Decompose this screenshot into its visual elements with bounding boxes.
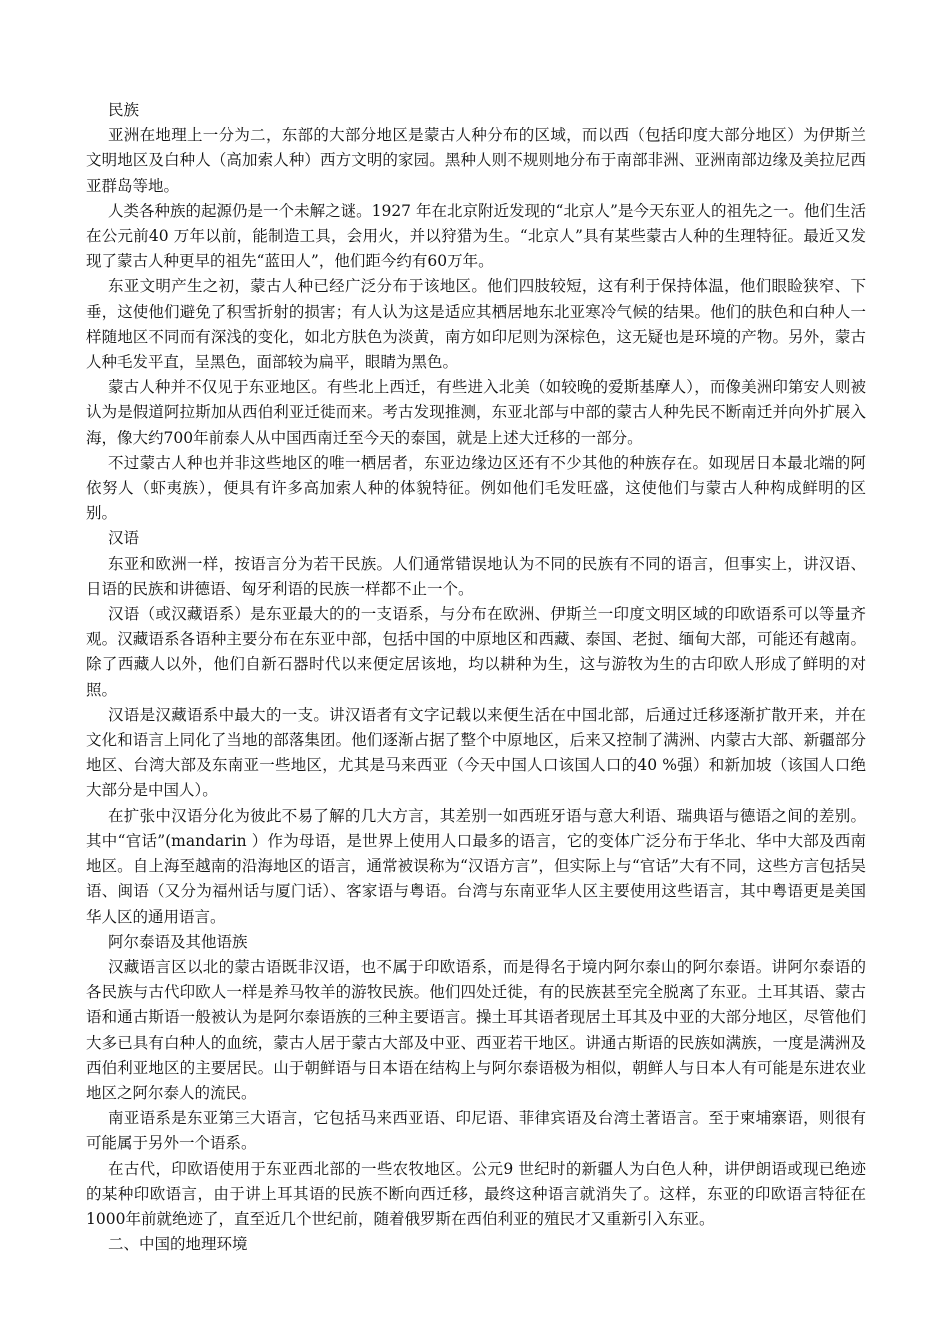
body-paragraph: 不过蒙古人种也并非这些地区的唯一栖居者，东亚边缘边区还有不少其他的种族存在。如现居日本最北端的阿依努人（虾夷族），便具有许多高加索人种的体貌特征。例如他们毛发旺盛，这使他们与蒙古人种构成鲜明的区别。 xyxy=(86,453,866,523)
section-heading: 汉语 xyxy=(108,529,140,548)
body-paragraph: 在古代，印欧语使用于东亚西北部的一些农牧地区。公元9 世纪时的新疆人为白色人种，讲伊朗语或现已绝迹的某种印欧语言，由于讲上耳其语的民族不断向西迁移，最终这种语言就消失了。这样，东亚的印欧语言特征在1000年前就绝迹了，直至近几个世纪前，随着俄罗斯在西伯利亚的殖民才又重新引入东亚。 xyxy=(86,1159,866,1228)
body-paragraph: 亚洲在地理上一分为二，东部的大部分地区是蒙古人种分布的区域，而以西（包括印度大部分地区）为伊斯兰文明地区及白种人（高加索人种）西方文明的家园。黑种人则不规则地分布于南部非洲、亚洲南部边缘及美拉尼西亚群岛等地。 xyxy=(86,126,866,195)
body-paragraph: 东亚文明产生之初，蒙古人种已经广泛分布于该地区。他们四肢较短，这有利于保持体温，他们眼睑狭窄、下垂，这使他们避免了积雪折射的损害；有人认为这是适应其栖居地东北亚寒冷气候的结果。他们的肤色和白种人一样随地区不同而有深浅的变化，如北方肤色为淡黄，南方如印尼则为深棕色，这无疑也是环境的产物。另外，蒙古人种毛发平直，呈黑色，面部较为扁平，眼睛为黑色。 xyxy=(86,277,866,372)
body-paragraph: 南亚语系是东亚第三大语言，它包括马来西亚语、印尼语、菲律宾语及台湾土著语言。至于柬埔寨语，则很有可能属于另外一个语系。 xyxy=(86,1109,866,1153)
body-paragraph: 汉语（或汉藏语系）是东亚最大的的一支语系，与分布在欧洲、伊斯兰一印度文明区域的印欧语系可以等量齐观。汉藏语系各语种主要分布在东亚中部，包括中国的中原地区和西藏、泰国、老挝、缅甸大部，可能还有越南。除了西藏人以外，他们自新石器时代以来便定居该地，均以耕种为生，这与游牧为生的古印欧人形成了鲜明的对照。 xyxy=(86,605,866,699)
section-heading: 民族 xyxy=(108,101,140,119)
body-paragraph: 在扩张中汉语分化为彼此不易了解的几大方言，其差别一如西班牙语与意大利语、瑞典语与德语之间的差别。其中“官话”(mandarin ）作为母语，是世界上使用人口最多的语言，它的变体广泛分布于华北、华中大部及西南地区。自上海至越南的沿海地区的语言，通常被误称为“汉语方言”，但实际上与“官话”大有不同，这些方言包括吴语、闽语（又分为福州话与厦门话）、客家语与粤语。台湾与东南亚华人区主要使用这些语言，其中粤语更是美国华人区的通用语言。 xyxy=(86,806,866,926)
body-paragraph: 汉语是汉藏语系中最大的一支。讲汉语者有文字记载以来便生活在中国北部，后通过迁移逐渐扩散开来，并在文化和语言上同化了当地的部落集团。他们逐渐占据了整个中原地区，后来又控制了满洲、内蒙古大部、新疆部分地区、台湾大部及东南亚一些地区，尤其是马来西亚（今天中国人口该国人口的40 %强）和新加坡（该国人口绝大部分是中国人）。 xyxy=(86,705,866,800)
body-paragraph: 蒙古人种并不仅见于东亚地区。有些北上西迁，有些进入北美（如较晚的爱斯基摩人），而像美洲印第安人则被认为是假道阿拉斯加从西伯利亚迁徙而来。考古发现推测，东亚北部与中部的蒙古人种先民不断南迁并向外扩展入海，像大约700年前泰人从中国西南迁至今天的泰国，就是上述大迁移的一部分。 xyxy=(86,378,866,447)
body-paragraph: 人类各种族的起源仍是一个未解之谜。1927 年在北京附近发现的“北京人”是今天东亚人的祖先之一。他们生活在公元前40 万年以前，能制造工具，会用火，并以狩猎为生。“北京人”具有某些蒙古人种的生理特征。最近又发现了蒙古人种更早的祖先“蓝田人”，他们距今约有60万年。 xyxy=(86,201,866,271)
body-paragraph: 汉藏语言区以北的蒙古语既非汉语，也不属于印欧语系，而是得名于境内阿尔泰山的阿尔泰语。讲阿尔泰语的各民族与古代印欧人一样是养马牧羊的游牧民族。他们四处迁徙，有的民族甚至完全脱离了东亚。土耳其语、蒙古语和通古斯语一般被认为是阿尔泰语族的三种主要语言。操土耳其语者现居土耳其及中亚的大部分地区，尽管他们大多已具有白种人的血统，蒙古人居于蒙古大部及中亚、西亚若干地区。讲通古斯语的民族如满族，一度是满洲及西伯利亚地区的主要居民。山于朝鲜语与日本语在结构上与阿尔泰语极为相似，朝鲜人与日本人有可能是东进农业地区之阿尔泰人的流民。 xyxy=(86,957,866,1102)
section-heading: 二、中国的地理环境 xyxy=(108,1235,248,1254)
body-paragraph: 东亚和欧洲一样，按语言分为若干民族。人们通常错误地认为不同的民族有不同的语言，但事实上，讲汉语、日语的民族和讲德语、匈牙利语的民族一样都不止一个。 xyxy=(86,554,866,598)
document-page xyxy=(86,98,866,1257)
section-heading: 阿尔泰语及其他语族 xyxy=(108,932,248,951)
